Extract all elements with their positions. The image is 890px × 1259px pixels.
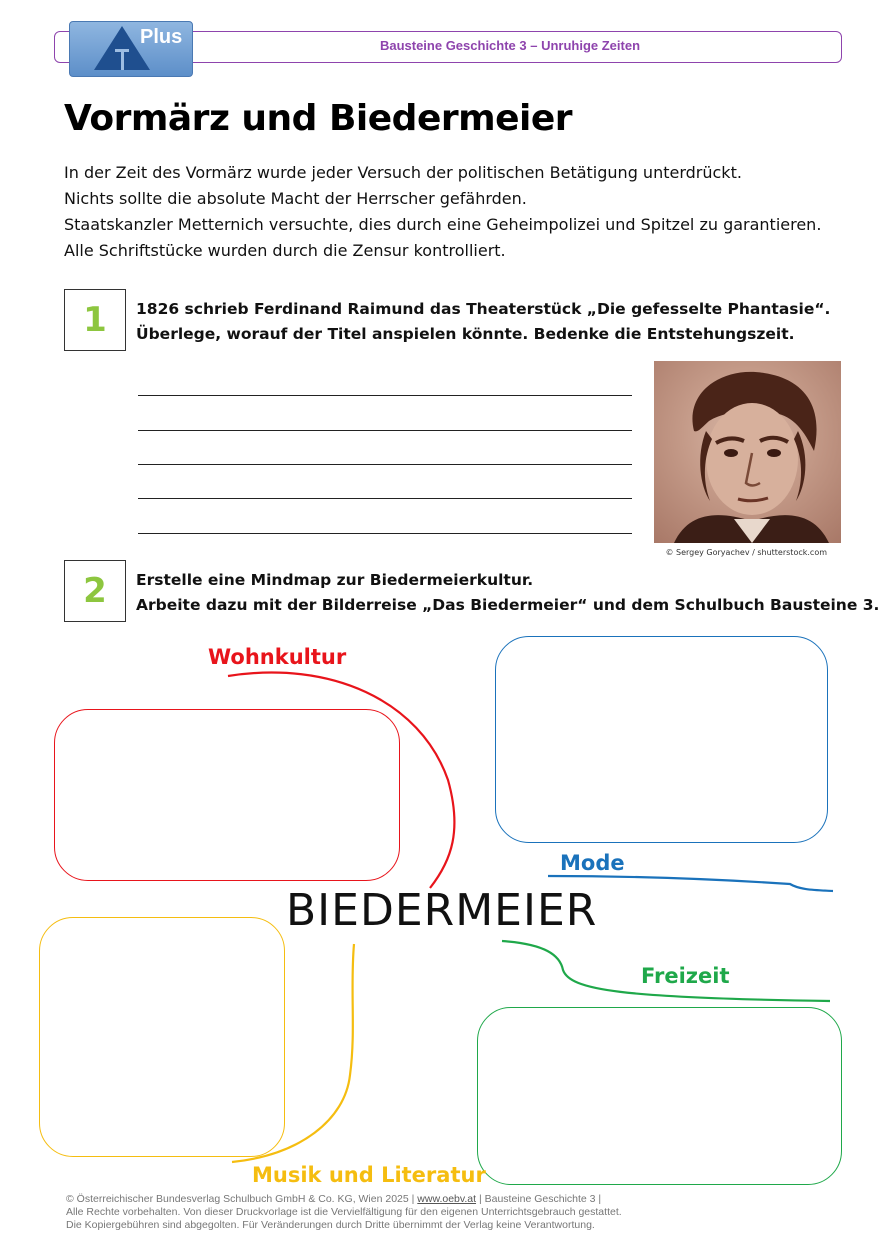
footer-copyright: © Österreichischer Bundesverlag Schulbuch GmbH & Co. KG, Wien 2025 | [66, 1193, 418, 1205]
intro-line: Alle Schriftstücke wurden durch die Zensur kontrolliert. [64, 241, 506, 260]
logo-text: Plus [140, 26, 183, 48]
freizeit-answer-box[interactable] [477, 1007, 842, 1185]
footer-line-1 [66, 1193, 622, 1206]
task-2-number: 2 [64, 560, 126, 622]
mode-answer-box[interactable] [495, 636, 828, 843]
page-title: Vormärz und Biedermeier [64, 98, 573, 139]
wohnkultur-label: Wohnkultur [208, 645, 347, 669]
header-title: Bausteine Geschichte 3 – Unruhige Zeiten [379, 38, 641, 53]
wohnkultur-answer-box[interactable] [54, 709, 400, 881]
footer [66, 1193, 622, 1232]
footer-line-2: Alle Rechte vorbehalten. Von dieser Druckvorlage ist die Vervielfältigung für den eigenen Unterrichtsgebrauch gestattet. [66, 1206, 622, 1218]
mode-label: Mode [560, 851, 625, 875]
intro-line: In der Zeit des Vormärz wurde jeder Versuch der politischen Betätigung unterdrückt. [64, 163, 742, 182]
intro-line: Staatskanzler Metternich versuchte, dies durch eine Geheimpolizei und Spitzel zu garantieren. [64, 215, 822, 234]
publisher-link[interactable]: www.oebv.at [417, 1193, 477, 1205]
intro-line: Nichts sollte die absolute Macht der Herrscher gefährden. [64, 189, 527, 208]
task-1-line: 1826 schrieb Ferdinand Raimund das Theaterstück „Die gefesselte Phantasie“. [136, 300, 831, 318]
mindmap-center-word: BIEDERMEIER [286, 885, 598, 936]
footer-book-name: | Bausteine Geschichte 3 | [476, 1193, 602, 1205]
task-2-line: Arbeite dazu mit der Bilderreise „Das Biedermeier“ und dem Schulbuch Bausteine 3. [136, 596, 880, 614]
task-1-line: Überlege, worauf der Titel anspielen könnte. Bedenke die Entstehungszeit. [136, 325, 795, 343]
task-2-line: Erstelle eine Mindmap zur Biedermeierkultur. [136, 571, 534, 589]
musik-literatur-answer-box[interactable] [39, 917, 285, 1157]
image-credit: © Sergey Goryachev / shutterstock.com [665, 548, 827, 557]
footer-line-3: Die Kopiergebühren sind abgegolten. Für Veränderungen durch Dritte übernimmt der Verlag keine Verantwortung. [66, 1219, 595, 1231]
musik-literatur-label: Musik und Literatur [252, 1163, 486, 1187]
task-1-number: 1 [64, 289, 126, 351]
freizeit-label: Freizeit [641, 964, 730, 988]
